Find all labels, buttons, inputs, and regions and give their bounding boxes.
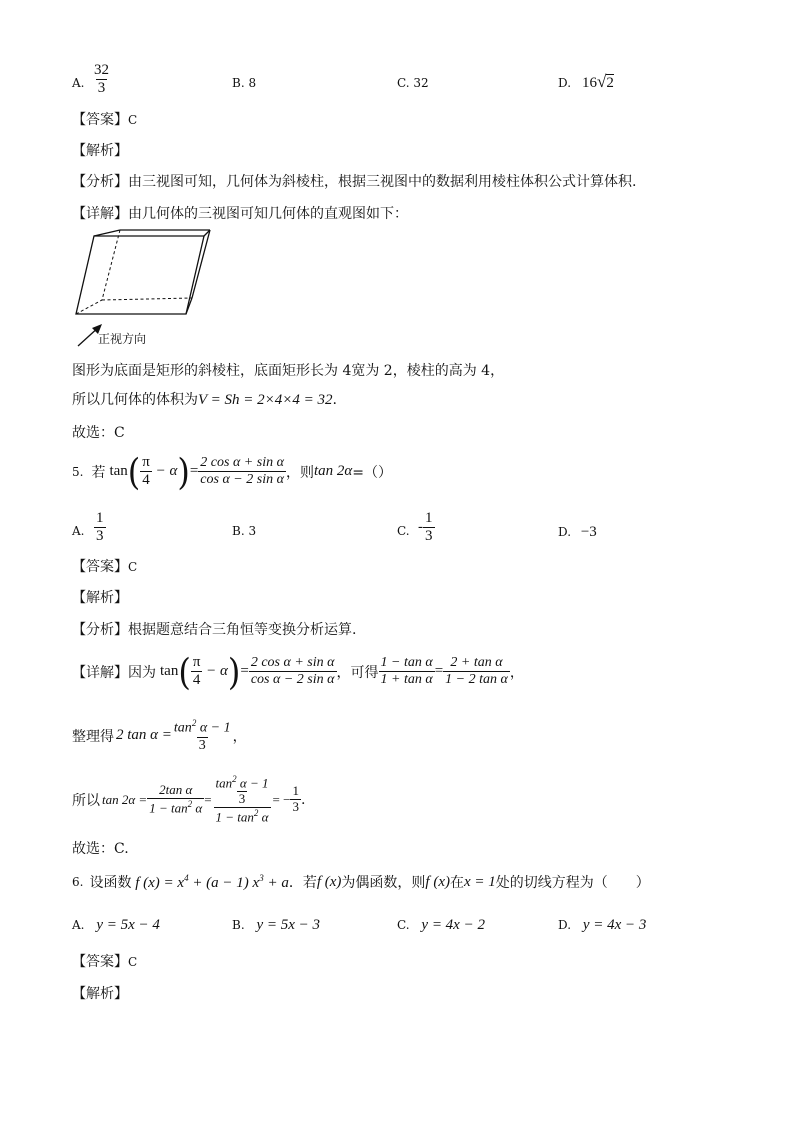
option-label: A.	[72, 76, 85, 90]
q6-option-a: A. y = 5x − 4	[72, 917, 160, 933]
q5-choose: 故选：C.	[72, 841, 129, 857]
q5-option-b: B. 3	[232, 524, 257, 538]
q4-option-a-fraction: $\frac{32}{3}$	[94, 62, 109, 97]
q6-stem: 6. 设函数 f $(x) = x^4 + (a - 1) x^3 + a$ ．若 f (x) 为偶函数，则 f (x) 在 x = 1 处的切线方程为（ ）	[72, 872, 650, 891]
q4-answer: 【答案】C	[72, 112, 138, 128]
figure-caption: 正视方向	[98, 332, 147, 346]
q4-choose: 故选：C	[72, 425, 125, 441]
q4-option-c: C. 32	[397, 76, 429, 90]
q4-analysis-tag: 【解析】	[72, 143, 128, 159]
q4-option-d-value: 16√2	[582, 72, 614, 91]
q5-answer: 【答案】C	[72, 559, 138, 575]
q5-xiangjie: 【详解】 因为 tan ( $\frac{\pi}{4}$ − α ) = $\frac{\text{2 cos α + sin α}}{\text{cos α − 2 sin α}}$ ，可得 $\frac{\text{1 − tan α}}{\text{1 + tan α}}$ = $\frac{\text{2 + tan α}}{\text{1 − 2 tan α}}$ ，	[72, 649, 524, 694]
q5-analysis-tag: 【解析】	[72, 590, 128, 606]
q5-option-a-fraction: $\frac{1}{3}$	[96, 510, 104, 545]
q5-stem: 5. 若 tan ( $\frac{\pi}{4}$ − α ) = $\frac{\text{2 cos α + sin α}}{\text{cos α − 2 sin α}}$ ，则 tan 2α =（）	[72, 449, 392, 494]
q5-suoyi: 所以 tan 2α = $\frac{\text{2tan α}}{1 - \tan^2 \alpha}$ = $\frac{\frac{\tan^2 \alpha - 1}{3}}{1 - \tan^2 \alpha}$ = − $\frac{1}{3}$ .	[72, 774, 306, 825]
q5-zhengli: 整理得 2 tan α = $\frac{\tan^2 \alpha - 1}{3}$ ，	[72, 718, 247, 753]
q6-analysis-tag: 【解析】	[72, 986, 128, 1002]
q5-fenxi: 【分析】根据题意结合三角恒等变换分析运算.	[72, 622, 357, 638]
q4-option-b: B. 8	[232, 76, 257, 90]
q5-option-d: D. −3	[558, 524, 597, 540]
q6-answer: 【答案】C	[72, 954, 138, 970]
q4-option-a	[72, 76, 84, 90]
q6-option-d: D. y = 4x − 3	[558, 917, 647, 933]
q5-option-c-label: C.	[397, 524, 410, 538]
q4-xiangjie: 【详解】由几何体的三视图可知几何体的直观图如下：	[72, 206, 408, 222]
q4-line2: 所以几何体的体积为V = Sh = 2×4×4 = 32.	[72, 392, 337, 408]
q5-option-c-fraction: - $\frac{1}{3}$	[418, 510, 433, 545]
q4-line1: 图形为底面是矩形的斜棱柱，底面矩形长为 4宽为 2，棱柱的高为 4，	[72, 363, 505, 379]
q6-option-c: C. y = 4x − 2	[397, 917, 485, 933]
q4-option-d: D.	[558, 76, 572, 90]
q5-option-a-label: A.	[72, 524, 85, 538]
q4-fenxi: 【分析】由三视图可知，几何体为斜棱柱，根据三视图中的数据利用棱柱体积公式计算体积.	[72, 174, 637, 190]
q6-option-b: B. y = 5x − 3	[232, 917, 321, 933]
